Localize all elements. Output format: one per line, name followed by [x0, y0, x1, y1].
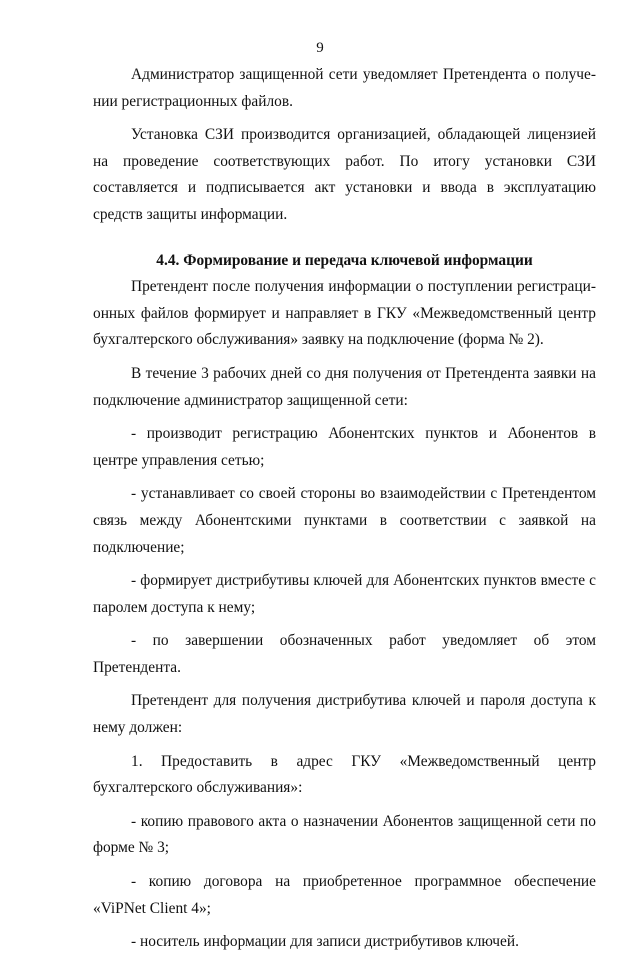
document-body: [93, 62, 596, 956]
list-item-storage-medium: - носитель информации для записи дистрибутивов ключей.: [131, 933, 519, 951]
list-item-notify: - по завершении обозначенных работ уведомляет об этом Претендента.: [93, 632, 596, 676]
page-number: 9: [316, 40, 324, 56]
paragraph-szi-installation: Установка СЗИ производится организацией, обладающей лицензией на проведение соответствующих работ. По итогу установки СЗИ составляется и подписывается акт установки и ввода в эксплуатацию средств защиты информации.: [93, 126, 596, 223]
section-heading: 4.4. Формирование и передача ключевой информации: [156, 251, 533, 269]
list-item-key-distributives: - формирует дистрибутивы ключей для Абонентских пунктов вместе с паролем доступа к нему;: [93, 572, 596, 616]
paragraph-three-days: В течение 3 рабочих дней со дня получения от Претендента заявки на подключение администратор защищенной сети:: [93, 364, 596, 409]
paragraph-applicant-request: Претендент после получения информации о поступлении регистрационных файлов формирует и направляет в ГКУ «Межведомственный центр бухгалтерского обслуживания» заявку на подключение (форма № 2).: [93, 278, 596, 349]
list-item-contract-copy: - копию договора на приобретенное программное обеспечение «ViPNet Client 4»;: [93, 873, 596, 917]
paragraph-provide-to: 1. Предоставить в адрес ГКУ «Межведомственный центр бухгалтерского обслуживания»:: [93, 752, 596, 797]
list-item-registration: - производит регистрацию Абонентских пунктов и Абонентов в центре управления сетью;: [93, 425, 596, 469]
list-item-legal-act-copy: - копию правового акта о назначении Абонентов защищенной сети по форме № 3;: [93, 812, 596, 857]
list-item-connection: - устанавливает со своей стороны во взаимодействии с Претендентом связь между Абонентскими пунктами в соответствии с заявкой на подключение;: [93, 485, 596, 556]
paragraph-admin-notifies: Администратор защищенной сети уведомляет Претендента о получении регистрационных файлов.: [93, 66, 596, 110]
paragraph-applicant-must: Претендент для получения дистрибутива ключей и пароля доступа к нему должен:: [93, 692, 596, 737]
